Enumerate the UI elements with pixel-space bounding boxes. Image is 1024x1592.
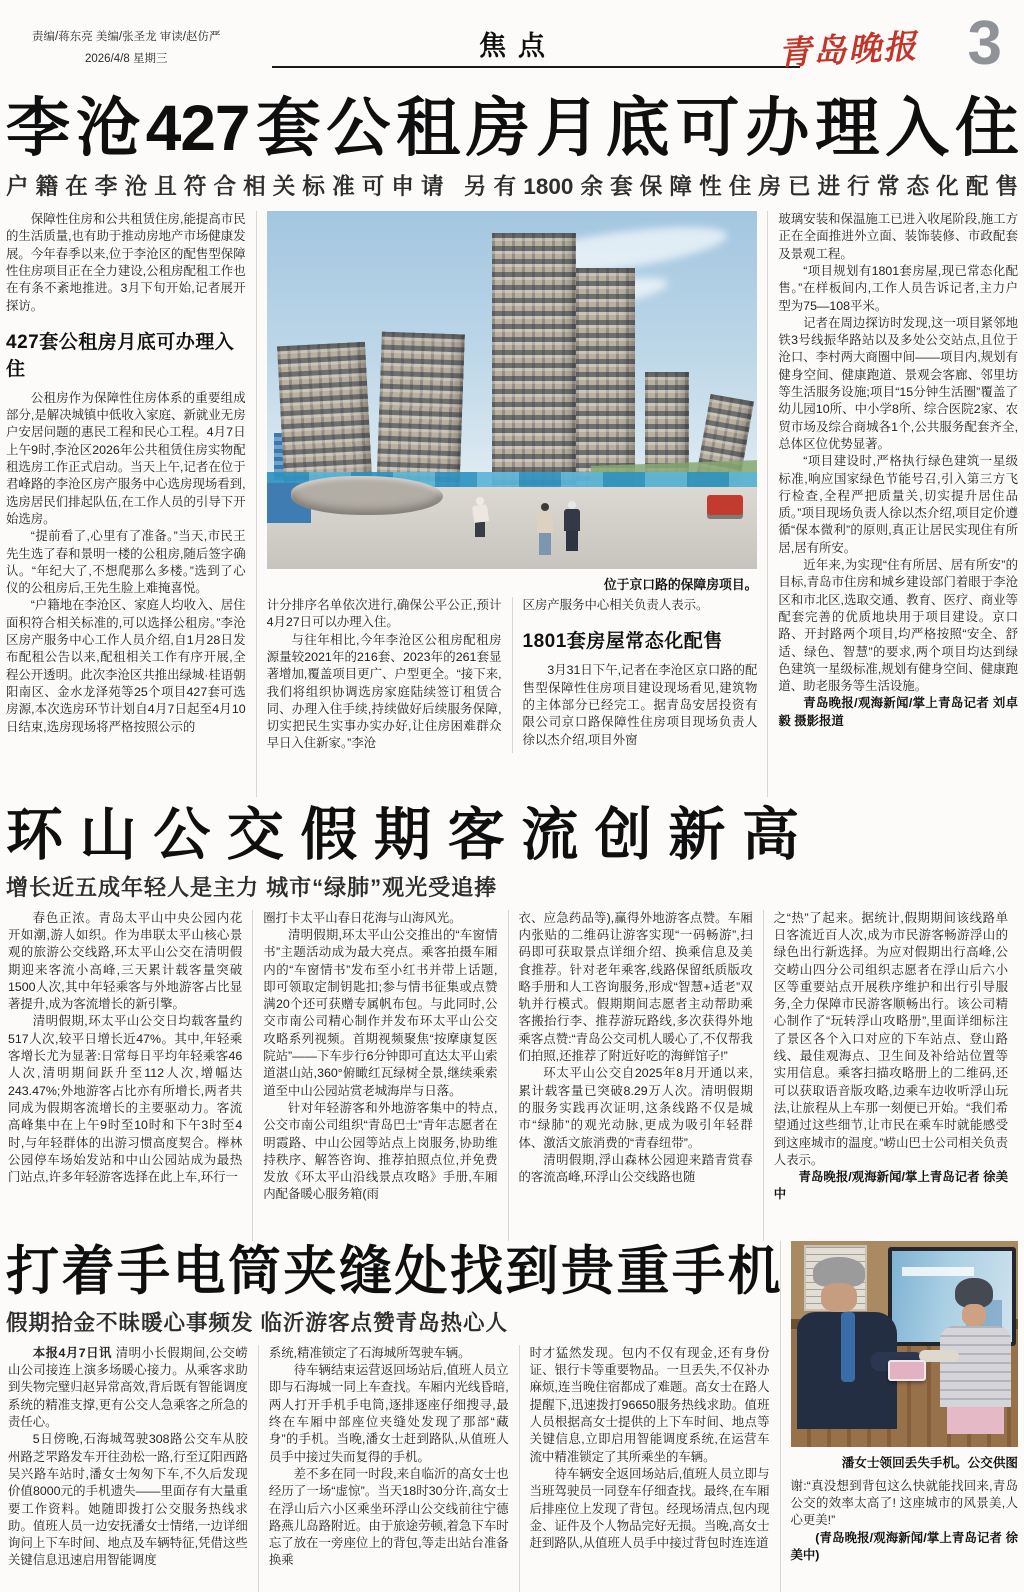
paragraph: “项目规划有1801套房屋,现已常态化配售。”在样板间内,工作人员告诉记者,主力户型为75—108平米。: [778, 264, 1018, 313]
building-center-tall: [492, 233, 575, 505]
article3-right-column: [780, 1241, 1019, 1592]
article1-subhead: 户籍在李沧且符合相关标准可申请 另有1800余套保障性住房已进行常态化配售: [6, 174, 1018, 200]
editors-line: 责编/蒋东亮 美编/张圣龙 审读/赵仿严: [32, 31, 221, 43]
visitor-figure-2: [564, 501, 580, 551]
construction-site-photo: [267, 211, 758, 569]
article3-headline: 打着手电筒夹缝处找到贵重手机: [6, 1241, 780, 1301]
paragraph: 环太平山公交自2025年8月开通以来,累计载客量已突破8.29万人次。清明假期的服务实践再次证明,这条线路不仅是城市“绿肺”的观光动脉,更成为吸引年轻群体、激活文旅消费的“青春纽带”。: [518, 1066, 753, 1150]
article1-body: [6, 211, 1018, 797]
paragraph: 玻璃安装和保温施工已进入收尾阶段,施工方正在全面推进外立面、装饰装修、市政配套及景观工程。: [778, 212, 1018, 261]
paragraph: 待车辆结束运营返回场站后,值班人员立即与石海城一同上车查找。车厢内光线昏暗,两人打开手机手电筒,逐排逐座仔细搜寻,最终在车厢中部座位夹缝处发现了那部“藏身”的手机。当晚,潘女士赶到路队,从值班人员手中接过失而复得的手机。: [268, 1363, 509, 1464]
article3-column-2: [258, 1345, 519, 1592]
article-3: [6, 1241, 1018, 1592]
paragraph: 记者在周边探访时发现,这一项目紧邻地铁3号线振华路站以及多处公交站点,且位于沧口、李村两大商圈中间——项目内,规划有健身空间、健康跑道、景观会客廊、邻里坊等生活服务设施;项目“15分钟生活圈”覆盖了幼儿园10所、中小学8所、综合医院2家、农贸市场及综合商城各1个,公共服务配套齐全,总体区位优势显著。: [778, 315, 1018, 451]
paragraph: 系统,精准锁定了石海城所驾驶车辆。: [268, 1345, 471, 1360]
paragraph: 近年来,为实现“住有所居、居有所安”的目标,青岛市住房和城乡建设部门着眼于李沧区和市北区,选取交通、教育、医疗、商业等配套完善的优质地块用于项目建设。京口路、开封路两个项目,均严格按照“安全、舒适、绿色、智慧”的要求,两个项目均达到绿色建筑一星级标准,规划有健身空间、健康跑道、助老服务等生活设施。: [778, 558, 1018, 694]
paragraph: 区房产服务中心相关负责人表示。: [522, 598, 709, 613]
paragraph: 3月31日下午,记者在李沧区京口路的配售型保障性住房项目建设现场看见,建筑物的主体部分已经完工。据青岛安居投资有限公司京口路保障性住房项目现场负责人徐以杰介绍,项目外窗: [522, 663, 758, 747]
paragraph-text: 清明小长假期间,公交崂山公司接连上演多场暖心接力。从乘客求助到失物完璧归赵异常高效,背后既有智能调度系统的精准支撑,更有公交人急乘客之所急的责任心。: [8, 1345, 248, 1430]
section-title: 焦点: [479, 31, 557, 61]
paragraph: 与往年相比,今年李沧区公租房配租房源量较2021年的216套、2023年的261套显著增加,覆盖项目更广、户型更全。“接下来,我们将组织协调选房家庭陆续签订租赁合同、办理入住手续,持续做好后续服务保障,切实把民生实事办实办好,让住房困难群众早日入住新家。”李沧: [266, 632, 502, 751]
paragraph: 保障性住房和公共租赁住房,能提高市民的生活质量,也有助于推动房地产市场健康发展。今年春季以来,位于李沧区的配售型保障性住房项目正在全力建设,公租房配租工作也在有条不紊地推进。3月下旬开始,记者展开探访。: [6, 212, 246, 313]
paragraph: 待车辆安全返回场站后,值班人员立即与当班驾驶员一同登车仔细查找。最终,在车厢后排座位上发现了背包。经现场清点,包内现金、证件及个人物品完好无损。当晚,高女士赶到路队,从值班人员手中接过背包时连连道: [529, 1466, 770, 1551]
article3-left: [6, 1241, 780, 1592]
article2-column-4: [763, 910, 1018, 1241]
article2-body: [6, 910, 1018, 1241]
article1-column-1: [6, 211, 256, 797]
paragraph: 之“热”了起来。据统计,假期期间该线路单日客流近百人次,成为市民游客畅游浮山的绿色出行新选择。为应对假期出行高峰,公交崂山四分公司组织志愿者在浮山后六小区等重要站点开展秩序维护和出行引导服务,全力保障市民游客顺畅出行。该公司精心制作了“玩转浮山攻略册”,里面详细标注了景区各个入口对应的下车站点、登山路线、最佳观海点、卫生间及补给站位置等实用信息。乘客扫描攻略册上的二维码,还可以获取语音版攻略,边乘车边收听浮山玩法,让旅程从上车那一刻便已开始。“我们希望通过这些细节,让市民在乘车时就能感受到这座城市的温度。”崂山巴士公司相关负责人表示。: [773, 910, 1008, 1167]
article3-subhead: 假期拾金不昧暖心事频发 临沂游客点赞青岛热心人: [6, 1310, 508, 1335]
paragraph: 针对年轻游客和外地游客集中的特点,公交市南公司组织“青岛巴士”青年志愿者在明霞路、中山公园等站点上岗服务,协助维持秩序、解答咨询、推荐拍照点位,并免费发放《环太平山沿线景点攻略》手册,车厢内配备暖心服务箱(雨: [263, 1100, 498, 1202]
paper-logo: 青岛晚报: [777, 26, 920, 73]
article1-column-3: [512, 597, 758, 753]
article1-column-2: [267, 597, 502, 753]
paragraph: 计分排序名单依次进行,确保公平公正,预计4月27日可以办理入住。: [266, 598, 502, 630]
article1-crosshead-2: 1801套房屋常态化配售: [522, 631, 723, 653]
article1-column-4: [768, 211, 1018, 797]
article3-column-3: [519, 1345, 780, 1592]
rubble-pile: [291, 476, 443, 515]
bus-driver-figure: [797, 1257, 897, 1447]
paragraph: [8, 1345, 248, 1431]
page-number: 3: [967, 9, 1002, 78]
article-1: [6, 94, 1018, 797]
article3-body: [6, 1345, 780, 1592]
paragraph: “户籍地在李沧区、家庭人均收入、居住面积符合相关标准的,可以选择公租房。”李沧区房产服务中心工作人员介绍,自1月28日发布配租公告以来,配租相关工作有序开展,全程公开透明。此次李沧区共推出绿城·桂语朝阳南区、金水龙泽苑等25个项目427套可选房源,本次选房环节计划自4月7日起至4月10日结束,选房现场将严格按照公示的: [6, 598, 246, 734]
article2-column-3: [508, 910, 763, 1241]
article3-photo-caption: 潘女士领回丢失手机。公交供图: [841, 1455, 1018, 1470]
article1-mid-columns: [267, 597, 758, 753]
article2-headline: 环山公交假期客流创新高: [6, 803, 798, 868]
article1-byline: 青岛晚报/观海新闻/掌上青岛记者 刘卓毅 摄影报道: [778, 696, 1018, 728]
visitor-figure-1: [537, 503, 553, 555]
article1-photo-caption: 位于京口路的保障房项目。: [603, 577, 758, 593]
article1-middle: [256, 211, 769, 797]
date-line: 2026/4/8 星期三: [85, 52, 168, 65]
returned-phone: [888, 1360, 926, 1380]
paragraph: 春色正浓。青岛太平山中央公园内花开如潮,游人如织。作为串联太平山核心景观的旅游公交线路,环太平山公交在清明假期迎来客流小高峰,三天累计载客量突破1500人次,其中年轻乘客与外地游客占比显著提升,成为客流增长的新引擎。: [8, 910, 243, 1012]
paragraph: 谢:“真没想到背包这么快就能找回来,青岛公交的效率太高了! 这座城市的风景美,人心更美!”: [790, 1478, 1018, 1528]
dateline: 本报4月7日讯: [32, 1345, 112, 1360]
article2-column-2: [252, 910, 507, 1241]
article1-crosshead-1: 427套公租房月底可办理入住: [6, 331, 235, 380]
paragraph: 清明假期,环太平山公交日均载客量约517人次,较平日增长近47%。其中,年轻乘客增长尤为显著:日常每日平均年轻乘客46人次,清明期间跃升至112人次,增幅达243.47%;外地游客占比亦有所增长,两者共同成为假期客流增长的主要驱动力。客流高峰集中在上午9时至10时和下午3时至4时,与年轻群体的出游习惯高度契合。榉林公园停车场始发站和中山公园站成为最热门站点,许多年轻游客选择在此上车,环行一: [8, 1014, 243, 1185]
paragraph: 清明假期,环太平山公交推出的“车窗情书”主题活动成为最大亮点。乘客拍摄车厢内的“车窗情书”发布至小红书并带上话题,即可领取定制钥匙扣;参与情书征集或点赞满20个还可获赠专属帆布包。与此同时,公交市南公司精心制作并发布环太平山公交攻略系列视频。首期视频聚焦“按摩康复医院站”——下车步行6分钟即可直达太平山索道湛山站,360°俯瞰红瓦绿树全景,继续乘索道至中山公园站赏老城海岸与日落。: [263, 927, 498, 1098]
paragraph: 时才猛然发现。包内不仅有现金,还有身份证、银行卡等重要物品。一旦丢失,不仅补办麻烦,连当晚住宿都成了难题。高女士在路人提醒下,迅速拨打96650服务热线求助。值班人员根据高女士提供的上下车时间、地点等关键信息,立即启用智能调度系统,在运营车流中精准锁定了其所乘坐的车辆。: [529, 1345, 770, 1464]
article2-column-1: [6, 910, 252, 1241]
passenger-figure: [934, 1278, 1016, 1447]
article1-headline: 李沧427套公租房月底可办理入住: [6, 92, 1018, 164]
paragraph: “项目建设时,严格执行绿色建筑一星级标准,响应国家绿色节能号召,引入第三方飞行检查,全程严把质量关,切实提升居住品质。”项目现场负责人徐以杰介绍,项目定价遵循“保本微利”的原则,真正让居民实现住有所居,居有所安。: [778, 454, 1018, 555]
paragraph: 5日傍晚,石海城驾驶308路公交车从胶州路芝罘路发车开往劲松一路,行至辽阳西路吴兴路车站时,潘女士匆匆下车,不久后发现价值8000元的手机遗失——里面存有大量重要工作资料。她随即拨打公交服务热线求助。值班人员一边安抚潘女士情绪,一边详细询问上下车时间、地点及车辆特征,凭借这些关键信息迅速启用智能调度: [8, 1432, 248, 1568]
worker-figure: [473, 497, 488, 537]
masthead: [6, 0, 1018, 88]
paragraph: 差不多在同一时段,来自临沂的高女士也经历了一场“虚惊”。当天18时30分许,高女士在浮山后六小区乘坐环浮山公交线前往宁德路燕儿岛路附近。由于旅途劳顿,着急下车时忘了放在一旁座位上的背包,等走出站台准备换乘: [268, 1466, 509, 1568]
article2-byline: 青岛晚报/观海新闻/掌上青岛记者 徐美中: [773, 1170, 1008, 1202]
article3-column-1: [6, 1345, 258, 1592]
paragraph: “提前看了,心里有了准备。”当天,市民王先生选了春和景明一楼的公租房,随后签字确认。“年纪大了,不想爬那么多楼。”选到了心仪的公租房后,王先生脸上难掩喜悦。: [6, 529, 246, 596]
phone-handover-photo: [791, 1241, 1019, 1447]
article2-subhead: 增长近五成年轻人是主力 城市“绿肺”观光受追捧: [6, 874, 498, 900]
paragraph: 衣、应急药品等),赢得外地游客点赞。车厢内张贴的二维码让游客实现“一码畅游”,扫码即可获取景点详细介绍、换乘信息及美食推荐。针对老年乘客,线路保留纸质版攻略手册和人工咨询服务,形成“智慧+适老”双轨并行模式。假期期间志愿者主动帮助乘客搬抬行李、推荐游玩路线,多次获得外地乘客点赞:“青岛公交司机人暖心了,不仅帮我们拍照,还推荐了附近好吃的海鲜馆子!”: [518, 910, 753, 1064]
paragraph: 清明假期,浮山森林公园迎来踏青赏春的客流高峰,环浮山公交线路也随: [518, 1152, 753, 1185]
paragraph: 圈打卡太平山春日花海与山海风光。: [263, 910, 462, 925]
red-machine: [707, 495, 743, 515]
paragraph: 公租房作为保障性住房体系的重要组成部分,是解决城镇中低收入家庭、新就业无房户安居问题的惠民工程和民心工程。4月7日上午9时,李沧区2026年公共租赁住房实物配租选房工作正式启动。当天上午,记者在位于君峰路的李沧区房产服务中心选房现场看到,选房居民们排起队伍,在工作人员的引导下开始选房。: [6, 390, 246, 526]
article-2: [6, 805, 1018, 1241]
masthead-rule: [272, 66, 800, 68]
article3-byline: (青岛晚报/观海新闻/掌上青岛记者 徐美中): [790, 1530, 1018, 1562]
